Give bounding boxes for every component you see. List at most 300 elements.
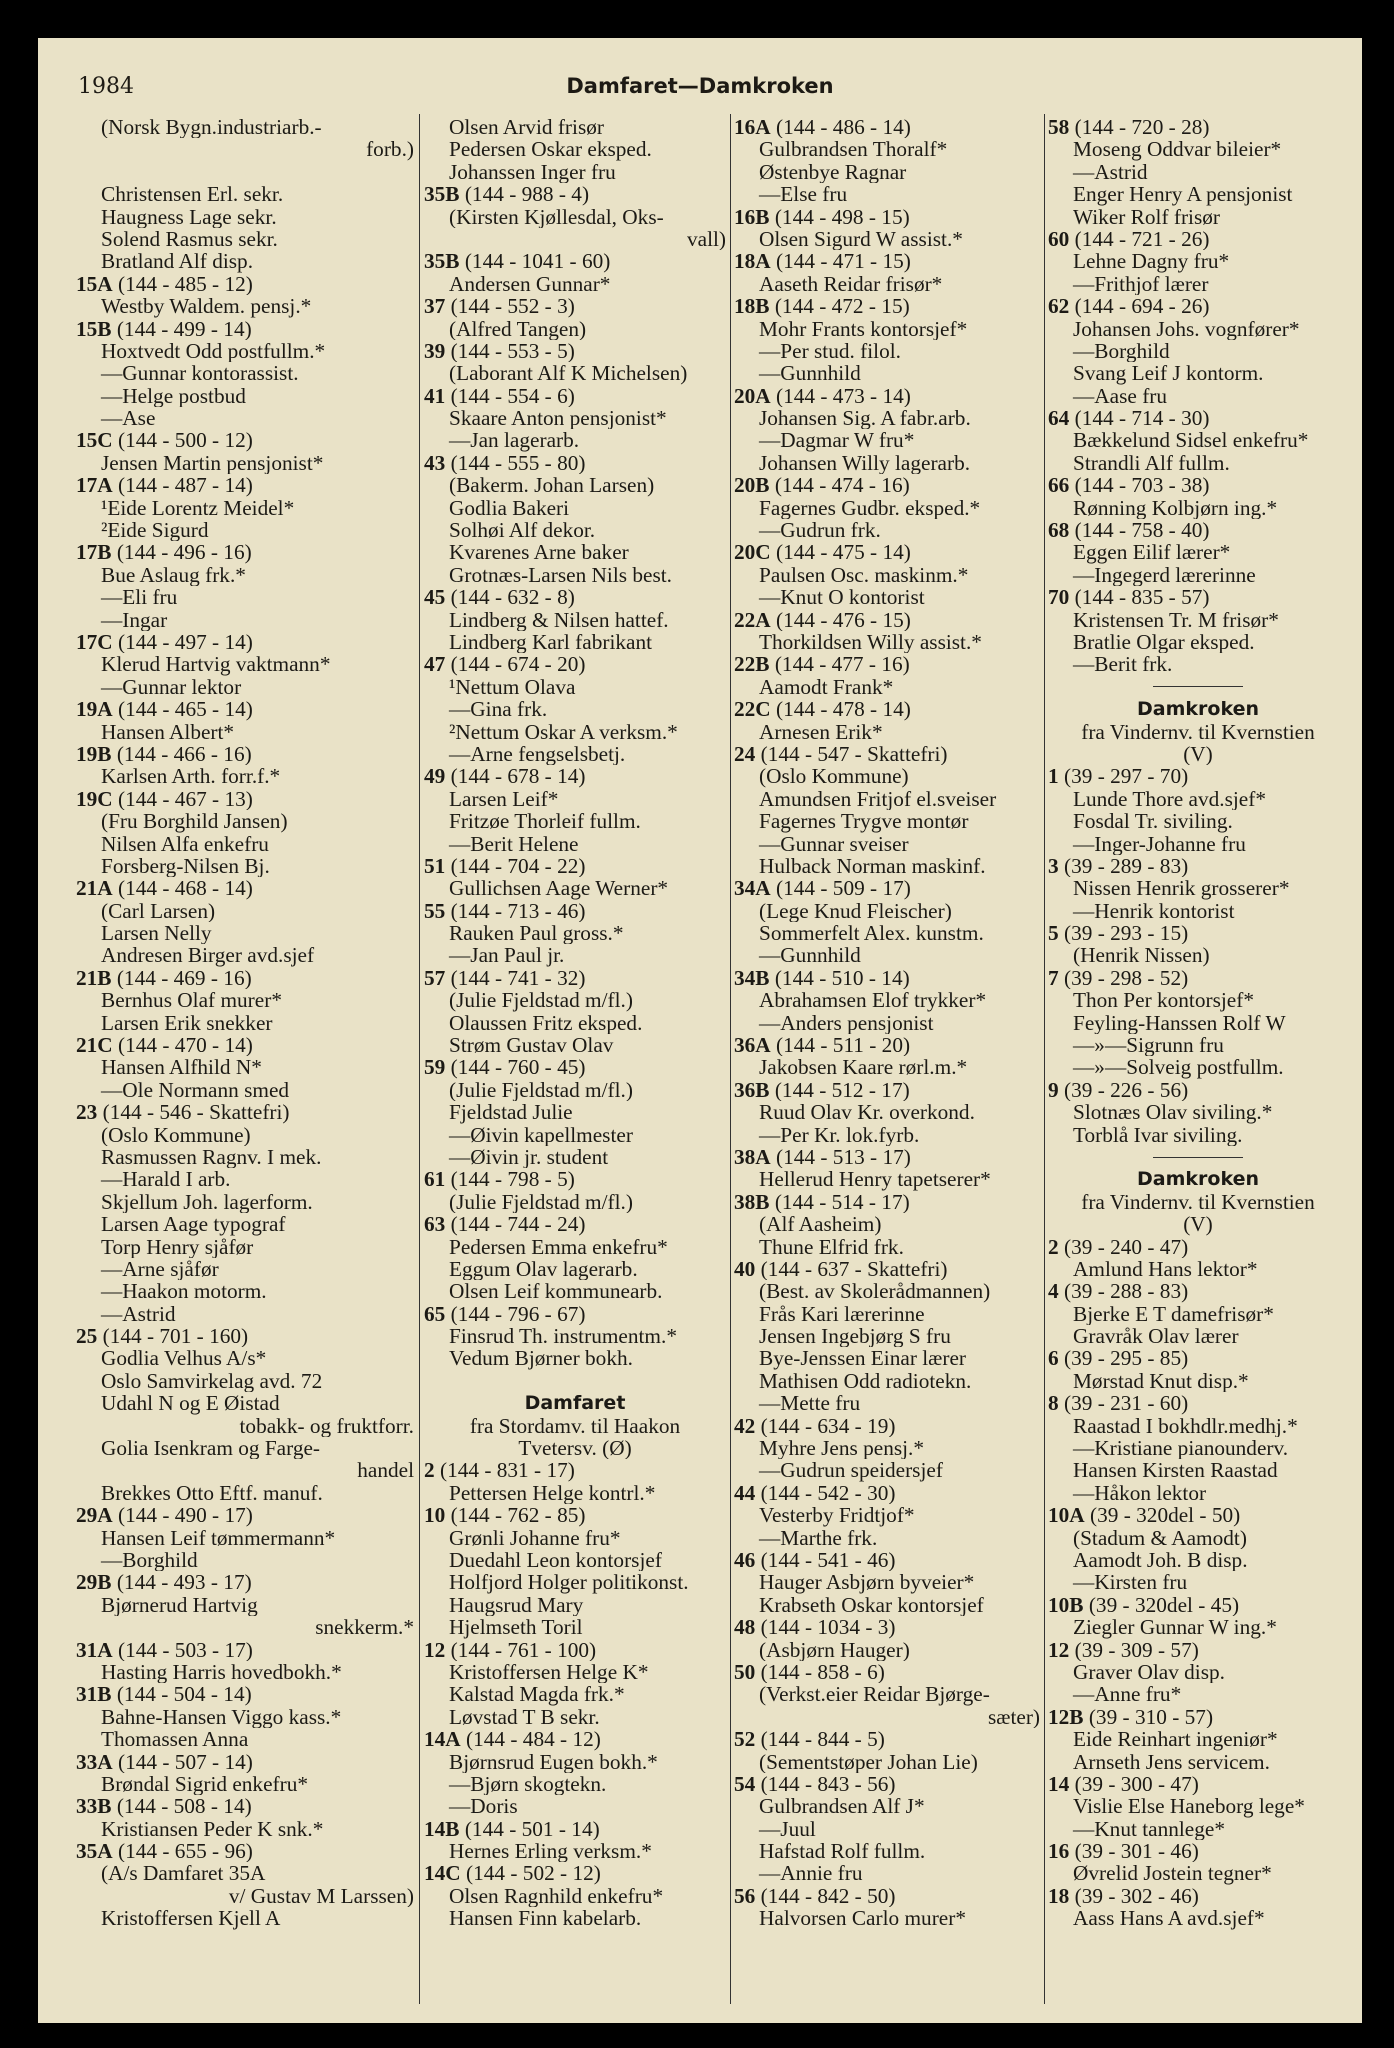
resident-entry: Thomassen Anna [101,1728,249,1751]
resident-entry: Bjørnerud Hartvig [101,1593,258,1617]
property-code: (144 - 497 - 14) [112,630,253,654]
resident-entry: Fagernes Gudbr. eksped.* [759,496,981,520]
resident-entry: Solend Rasmus sekr. [101,227,278,251]
resident-entry: —Knut O kontorist [759,586,925,609]
resident-entry: —Knut tannlege* [1073,1817,1226,1841]
property-code: (39 - 320del - 45) [1083,1593,1240,1617]
resident-entry: Halvorsen Carlo murer* [759,1907,966,1930]
house-number: 33A [76,1750,113,1773]
resident-entry: Gulbrandsen Thoralf* [759,138,948,161]
house-number-entry [76,1101,414,1123]
house-number-entry [1048,295,1348,317]
house-number-entry [1048,1347,1348,1369]
resident-entry: Hoxtvedt Odd postfullm.* [101,339,326,363]
house-number: 36B [734,1078,770,1102]
property-code: (144 - 988 - 4) [459,183,590,206]
house-number: 43 [424,451,446,475]
house-number: 22A [734,608,771,631]
column-divider [730,114,731,2004]
house-number: 70 [1048,586,1070,609]
resident-entry: handel [357,1459,414,1482]
house-number-entry [424,1639,726,1661]
property-code: (39 - 301 - 46) [1069,1840,1199,1863]
resident-entry: Hansen Leif tømmermann* [101,1526,336,1549]
house-number: 48 [734,1616,756,1639]
resident-entry: Vedum Bjørner bokh. [449,1347,633,1370]
property-code: (144 - 474 - 16) [769,474,910,497]
resident-entry: —Marthe frk. [759,1526,878,1549]
resident-entry: Kristensen Tr. M frisør* [1073,608,1279,631]
house-number-entry [424,855,726,877]
resident-entry: Skjellum Joh. lagerform. [101,1190,313,1214]
resident-entry: Myhre Jens pensj.* [759,1437,925,1460]
resident-entry: Wiker Rolf frisør [1073,205,1220,228]
resident-entry: —Ingar [101,608,168,631]
property-code: (144 - 762 - 85) [445,1504,586,1527]
property-code: (144 - 487 - 14) [112,474,253,497]
resident-entry: —Eli fru [101,586,178,609]
house-number-entry [424,1728,726,1750]
resident-entry: Finsrud Th. instrumentm.* [449,1325,677,1348]
house-number: 20A [734,384,771,408]
resident-entry: Larsen Leif* [449,787,559,811]
property-code: (144 - 542 - 30) [755,1481,896,1505]
resident-entry: Hasting Harris hovedbokh.* [101,1660,342,1684]
resident-entry: Slotnæs Olav siviling.* [1073,1101,1273,1124]
resident-entry: v/ Gustav M Larssen) [228,1884,414,1908]
house-number-entry [734,609,1040,631]
property-code: (144 - 547 - Skattefri) [755,742,948,766]
resident-entry: —Gunnar kontorassist. [101,362,299,385]
house-number: 12 [1048,1638,1070,1661]
resident-entry: —Anne fru* [1073,1683,1182,1706]
resident-entry: Torblå Ivar siviling. [1073,1123,1243,1146]
resident-entry: —Borghild [101,1549,198,1572]
house-number-entry [76,1504,414,1526]
resident-entry: —Doris [449,1795,518,1818]
house-number: 55 [424,899,446,923]
house-number: 19B [76,742,112,766]
house-number: 17A [76,474,113,497]
property-code: (39 - 302 - 46) [1069,1884,1199,1908]
house-number: 16 [1048,1840,1070,1863]
resident-entry: Duedahl Leon kontorsjef [449,1549,662,1572]
resident-entry: Eggen Eilif lærer* [1073,541,1231,564]
resident-entry: —Henrik kontorist [1073,899,1235,923]
resident-entry: Jakobsen Kaare rørl.m.* [759,1056,968,1079]
street-heading: Damkroken [1137,1168,1259,1191]
resident-entry: —Arne sjåfør [101,1257,219,1281]
house-number: 1 [1048,765,1059,788]
house-number-entry [1048,1773,1348,1795]
resident-entry: Bjørnsrud Eugen bokh.* [449,1750,658,1773]
resident-entry: Andresen Birger avd.sjef [101,944,315,967]
resident-entry: —Øivin kapellmester [449,1123,633,1146]
resident-entry: —Gunnar lektor [101,675,242,699]
house-number: 16A [734,116,771,139]
house-number-entry [734,1549,1040,1571]
house-number: 44 [734,1481,756,1505]
resident-entry: Eggum Olav lagerarb. [449,1257,638,1281]
resident-entry: Bue Aslaug frk.* [101,563,246,587]
resident-entry: Johansen Johs. vognfører* [1073,317,1300,340]
resident-entry: (Oslo Kommune) [101,1123,251,1146]
property-code: (39 - 295 - 85) [1058,1347,1189,1370]
resident-entry: Gulbrandsen Alf J* [759,1795,925,1818]
resident-entry: Aass Hans A avd.sjef* [1073,1907,1265,1930]
resident-entry: tobakk- og fruktforr. [239,1414,414,1438]
house-number-entry [424,1213,726,1235]
house-number: 38B [734,1190,770,1214]
resident-entry: Hansen Kirsten Raastad [1073,1459,1278,1482]
house-number-entry [1048,116,1348,138]
resident-entry: Golia Isenkram og Farge- [101,1437,321,1460]
resident-entry: (Carl Larsen) [101,899,216,923]
resident-entry: Pedersen Oskar eksped. [449,138,652,161]
property-code: (144 - 655 - 96) [112,1840,253,1863]
resident-entry: Vesterby Fridtjof* [759,1504,915,1527]
resident-entry: Larsen Aage typograf [101,1213,286,1236]
resident-entry: —Else fru [759,183,848,206]
resident-entry: Christensen Erl. sekr. [101,183,284,206]
house-number-entry [1048,1236,1348,1258]
resident-entry: Andersen Gunnar* [449,272,611,296]
resident-entry: —»—Sigrunn fru [1073,1034,1224,1057]
page-number: 1984 [78,74,134,99]
property-code: (39 - 309 - 57) [1069,1638,1199,1661]
resident-entry: Lunde Thore avd.sjef* [1073,787,1266,811]
house-number-entry [424,900,726,922]
resident-entry: Johansen Willy lagerarb. [759,451,971,475]
resident-entry: —Per stud. filol. [759,339,901,363]
resident-entry: Bernhus Olaf murer* [101,989,282,1012]
house-number-entry [734,1728,1040,1750]
property-code: (144 - 512 - 17) [769,1078,910,1102]
house-number: 24 [734,742,756,766]
house-number-entry [76,541,414,563]
house-number-entry [76,429,414,451]
property-code: (144 - 469 - 16) [111,966,252,990]
property-code: (144 - 1041 - 60) [459,250,611,273]
resident-entry: Pettersen Helge kontrl.* [449,1481,656,1505]
house-number-entry [424,1168,726,1190]
resident-entry: Løvstad T B sekr. [449,1705,600,1729]
resident-entry: (Fru Borghild Jansen) [101,810,288,833]
house-number-entry [734,1661,1040,1683]
house-number-entry [424,452,726,474]
resident-entry: Rønning Kolbjørn ing.* [1073,496,1278,520]
resident-entry: Lehne Dagny fru* [1073,250,1230,273]
resident-entry: Kvarenes Arne baker [449,541,629,564]
street-description: (V) [1183,1213,1213,1236]
property-code: (144 - 713 - 46) [445,899,586,923]
house-number-entry [734,1079,1040,1101]
property-code: (144 - 496 - 16) [111,541,252,564]
resident-entry: Rasmussen Ragnv. I mek. [101,1145,322,1169]
house-number-entry [1048,586,1348,608]
house-number: 2 [1048,1235,1059,1258]
house-number: 20B [734,474,770,497]
house-number-entry [76,1325,414,1347]
property-code: (144 - 632 - 8) [445,586,575,609]
resident-entry: Gullichsen Aage Werner* [449,877,669,900]
property-code: (144 - 503 - 17) [112,1638,253,1661]
house-number: 65 [424,1302,446,1326]
house-number-entry [424,295,726,317]
column-divider [419,114,420,2004]
resident-entry: Grønli Johanne fru* [449,1526,621,1549]
resident-entry: Bahne-Hansen Viggo kass.* [101,1705,342,1729]
house-number: 45 [424,586,446,609]
resident-entry: (A/s Damfaret 35A [101,1862,266,1885]
property-code: (144 - 467 - 13) [112,787,253,811]
resident-entry: Hauger Asbjørn byveier* [759,1571,975,1594]
resident-entry: (Oslo Kommune) [759,765,909,788]
resident-entry: Moseng Oddvar bileier* [1073,138,1282,161]
street-description: fra Vindernv. til Kvernstien [1081,720,1315,743]
property-code: (144 - 470 - 14) [112,1034,253,1057]
house-number: 12B [1048,1705,1084,1729]
house-number: 58 [1048,116,1070,139]
resident-entry: Paulsen Osc. maskinm.* [759,563,969,587]
street-description: fra Stordamv. til Haakon [469,1414,681,1438]
resident-entry: —Kristiane pianounderv. [1073,1437,1289,1460]
resident-entry: (Verkst.eier Reidar Bjørge- [759,1683,990,1706]
property-code: (144 - 842 - 50) [755,1884,896,1908]
running-title: Damfaret—Damkroken [566,74,834,98]
house-number-entry [734,541,1040,563]
house-number-entry [1048,765,1348,787]
resident-entry: Kristiansen Peder K snk.* [101,1817,324,1841]
property-code: (144 - 678 - 14) [445,765,586,788]
house-number: 56 [734,1884,756,1908]
house-number: 14 [1048,1772,1070,1796]
resident-entry: (Stadum & Aamodt) [1073,1526,1247,1549]
resident-entry: —Øivin jr. student [449,1145,609,1169]
resident-entry: Nilsen Alfa enkefru [101,832,269,855]
property-code: (144 - 798 - 5) [445,1168,575,1191]
resident-entry: —Annie fru [759,1862,863,1885]
resident-entry: Olaussen Fritz eksped. [449,1011,643,1035]
resident-entry: Lindberg Karl fabrikant [449,630,653,654]
resident-entry: —Gunnhild [759,362,861,385]
resident-entry: —Borghild [1073,339,1170,363]
resident-entry: Thon Per kontorsjef* [1073,989,1254,1012]
property-code: (144 - 541 - 46) [755,1549,896,1572]
section-separator [1048,676,1348,698]
house-number-entry [1048,1594,1348,1616]
house-number-entry [734,1482,1040,1504]
property-code: (144 - 843 - 56) [755,1772,896,1796]
property-code: (144 - 478 - 14) [770,698,911,721]
resident-entry: Forsberg-Nilsen Bj. [101,854,270,878]
house-number: 10B [1048,1593,1084,1617]
property-code: (144 - 471 - 15) [770,250,911,273]
house-number-entry [734,385,1040,407]
resident-entry: Hellerud Henry tapetserer* [759,1168,991,1191]
resident-entry: —Per Kr. lok.fyrb. [759,1123,920,1146]
resident-entry: Feyling-Hanssen Rolf W [1073,1011,1286,1035]
house-number-entry [734,1773,1040,1795]
resident-entry: vall) [686,227,726,251]
house-number: 49 [424,765,446,788]
resident-entry: forb.) [366,138,414,161]
resident-entry: Larsen Nelly [101,922,212,945]
resident-entry: Thune Elfrid frk. [759,1235,904,1258]
house-number: 15B [76,317,112,340]
house-number: 14B [424,1817,460,1841]
resident-entry: —Inger-Johanne fru [1073,832,1246,855]
house-number: 68 [1048,519,1070,542]
resident-entry: Amundsen Fritjof el.sveiser [759,787,997,811]
house-number: 54 [734,1772,756,1796]
house-number-entry [1048,1280,1348,1302]
house-number-entry [76,1840,414,1862]
resident-entry: Thorkildsen Willy assist.* [759,630,982,654]
house-number-entry [734,1191,1040,1213]
house-number-entry [1048,519,1348,541]
resident-entry: (Kirsten Kjøllesdal, Oks- [449,205,664,228]
house-number: 18B [734,295,770,318]
resident-entry: —Berit Helene [449,832,579,855]
street-description: Tvetersv. (Ø) [518,1437,632,1460]
column-3 [734,116,1040,1930]
resident-entry: —Gudrun speidersjef [759,1459,943,1482]
resident-entry: Hafstad Rolf fullm. [759,1840,926,1863]
resident-entry: —Jan Paul jr. [449,944,565,967]
resident-entry: (Alfred Tangen) [449,317,587,340]
street-description: (V) [1183,742,1213,766]
property-code: (144 - 546 - Skattefri) [97,1101,290,1124]
house-number-entry [76,1571,414,1593]
section-separator [1048,1146,1348,1168]
resident-entry: Arnseth Jens servicem. [1073,1750,1270,1773]
resident-entry: Brøndal Sigrid enkefru* [101,1772,309,1796]
house-number-entry [76,273,414,295]
resident-entry: Godlia Bakeri [449,496,570,520]
property-code: (39 - 289 - 83) [1058,854,1189,878]
resident-entry: —Frithjof lærer [1073,272,1209,296]
resident-entry: Udahl N og E Øistad [101,1392,280,1415]
resident-entry: —Anders pensjonist [759,1011,934,1035]
house-number-entry [424,586,726,608]
house-number-entry [76,698,414,720]
resident-entry: —Ole Normann smed [101,1078,290,1102]
house-number: 52 [734,1728,756,1751]
property-code: (144 - 510 - 14) [769,966,910,990]
resident-entry: (Alf Aasheim) [759,1213,882,1236]
resident-entry: Enger Henry A pensjonist [1073,183,1293,206]
house-number-entry [76,474,414,496]
house-number-entry [734,295,1040,317]
house-number-entry [1048,1885,1348,1907]
property-code: (144 - 501 - 14) [459,1817,600,1841]
resident-entry: Strøm Gustav Olav [449,1034,614,1057]
resident-entry: Gravråk Olav lærer [1073,1325,1239,1348]
house-number-entry [734,877,1040,899]
house-number: 21B [76,966,112,990]
house-number: 2 [424,1459,435,1482]
street-description: fra Vindernv. til Kvernstien [1081,1190,1315,1214]
resident-entry: —Gunnar sveiser [759,832,909,855]
house-number: 47 [424,653,446,676]
resident-entry: Graver Olav disp. [1073,1660,1225,1684]
house-number-entry [1048,1639,1348,1661]
house-number: 14A [424,1728,461,1751]
house-number: 17B [76,541,112,564]
house-number-entry [424,1303,726,1325]
resident-entry: Amlund Hans lektor* [1073,1257,1258,1281]
resident-entry: Nissen Henrik grosserer* [1073,877,1290,900]
property-code: (144 - 720 - 28) [1069,116,1210,139]
property-code: (39 - 310 - 57) [1083,1705,1214,1729]
house-number-entry [424,250,726,272]
resident-entry: Karlsen Arth. forr.f.* [101,765,281,788]
house-number: 12 [424,1638,446,1661]
blank-line [424,1370,726,1392]
house-number: 14C [424,1862,461,1885]
resident-entry: Krabseth Oskar kontorsjef [759,1593,984,1617]
resident-entry: Eide Reinhart ingeniør* [1073,1728,1278,1751]
house-number: 41 [424,384,446,408]
resident-entry: Johansen Sig. A fabr.arb. [759,407,971,430]
resident-entry: Kalstad Magda frk.* [449,1683,625,1706]
house-number: 18 [1048,1884,1070,1908]
house-number-entry [76,1034,414,1056]
resident-entry: Hansen Finn kabelarb. [449,1907,642,1930]
house-number-entry [734,967,1040,989]
property-code: (144 - 1034 - 3) [755,1616,896,1639]
property-code: (144 - 555 - 80) [445,451,586,475]
property-code: (144 - 475 - 14) [770,541,911,564]
resident-entry: ¹Nettum Olava [449,675,576,699]
house-number-entry [76,967,414,989]
house-number: 23 [76,1101,98,1124]
resident-entry: Arnesen Erik* [759,720,883,743]
property-code: (39 - 231 - 60) [1058,1392,1189,1415]
resident-entry: Skaare Anton pensjonist* [449,407,667,430]
house-number: 9 [1048,1078,1059,1102]
house-number-entry [734,653,1040,675]
resident-entry: snekkerm.* [315,1616,414,1639]
house-number: 66 [1048,474,1070,497]
resident-entry: Westby Waldem. pensj.* [101,295,312,318]
property-code: (144 - 721 - 26) [1069,227,1210,251]
property-code: (144 - 465 - 14) [112,698,253,721]
resident-entry: Hulback Norman maskinf. [759,854,986,878]
resident-entry: —Håkon lektor [1073,1481,1207,1505]
property-code: (144 - 694 - 26) [1069,295,1210,318]
house-number-entry [1048,474,1348,496]
house-number: 16B [734,205,770,228]
house-number-entry [1048,228,1348,250]
resident-entry: Haugsrud Mary [449,1593,584,1617]
resident-entry: (Lege Knud Fleischer) [759,899,952,923]
resident-entry: Hansen Albert* [101,720,235,743]
resident-entry: —Aase fru [1073,384,1168,408]
property-code: (144 - 500 - 12) [112,429,253,452]
resident-entry: (Julie Fjeldstad m/fl.) [449,1078,633,1102]
house-number-entry [1048,1504,1348,1526]
house-number-entry [734,250,1040,272]
house-number: 21A [76,877,113,900]
resident-entry: —Kirsten fru [1073,1571,1188,1594]
resident-entry: Haugness Lage sekr. [101,205,277,228]
property-code: (144 - 835 - 57) [1069,586,1210,609]
house-number: 35B [424,250,460,273]
house-number-entry [424,183,726,205]
house-number: 50 [734,1660,756,1684]
